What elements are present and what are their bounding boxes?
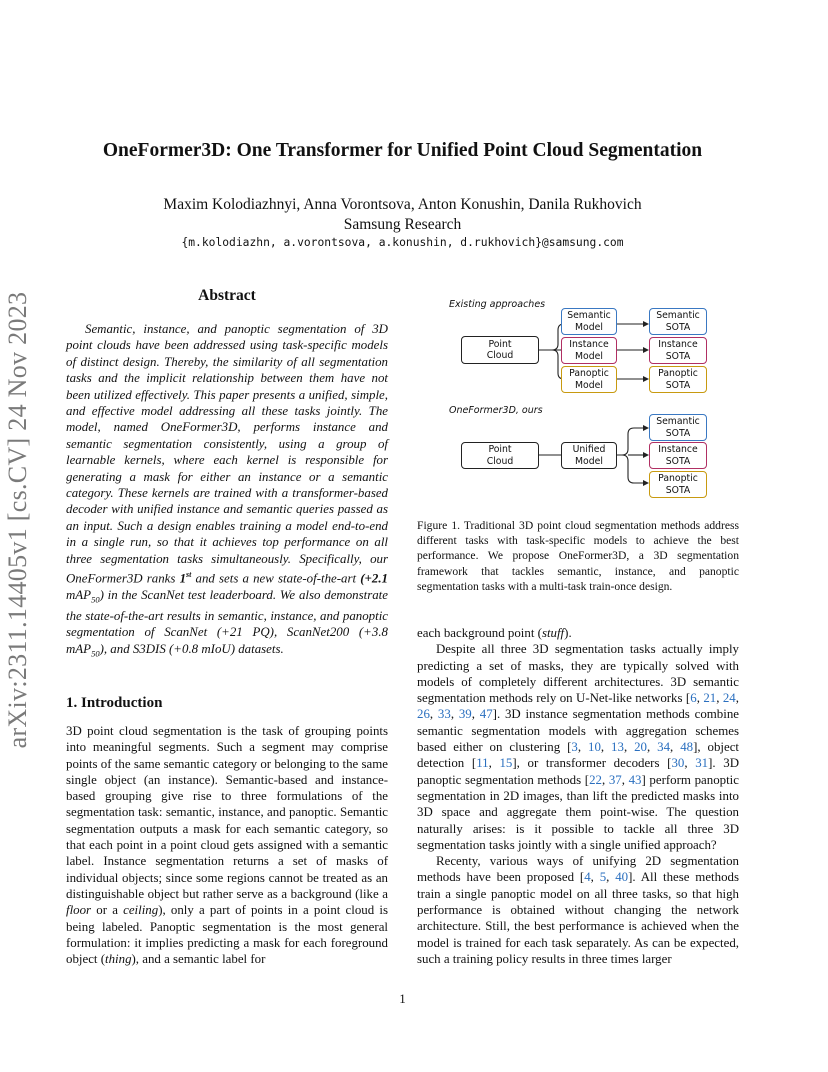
citation[interactable]: 3 [571,740,578,755]
panoptic-sota-box-top: Panoptic SOTA [649,366,707,393]
citation[interactable]: 21 [703,691,717,706]
figure-1 [440,296,720,506]
right-column-text [417,625,739,967]
author-block [0,195,805,235]
author-list: Maxim Kolodiazhnyi, Anna Vorontsova, Anton Konushin, Danila Rukhovich [163,196,642,213]
point-cloud-box-bottom: Point Cloud [461,442,539,469]
citation[interactable]: 48 [680,740,694,755]
figure-1-caption: Figure 1. Traditional 3D point cloud segmentation methods address different tasks with task-specific models to achieve the best performance. We propose OneFormer3D, a 3D segmentation framework that tackles semantic, instance, and panoptic segmentation tasks with a multi-task train-once design. [417,519,739,593]
introduction-paragraph: 3D point cloud segmentation is the task of grouping points into meaningful segments. Such a segment may comprise points of the same semantic category or belonging to the same single object (an instance). Semantic-based and instance-based grouping give rise to three formulations of the segmentation task: semantic, instance, and panoptic. Semantic segmentation outputs a mask for each semantic category, so that each point in a point cloud gets assigned with a semantic label. Instance segmentation returns a set of masks of individual objects; since some regions cannot be treated as an distinguishable object but rather serve as a background (like a floor or a ceiling), only a part of points in a point cloud is being labeled. Panoptic segmentation is the most general formulation: it implies predicting a mask for each foreground object (thing), and a semantic label for [66,724,388,967]
affiliation: Samsung Research [343,216,462,233]
instance-sota-box-top: Instance SOTA [649,337,707,364]
citation[interactable]: 22 [589,772,602,787]
citation[interactable]: 15 [499,756,513,771]
instance-model-box: Instance Model [561,337,617,364]
citation[interactable]: 39 [458,707,472,722]
citation[interactable]: 47 [479,707,493,722]
citation[interactable]: 5 [599,870,607,885]
paper-title: OneFormer3D: One Transformer for Unified Point Cloud Segmentation [102,140,703,161]
citation[interactable]: 6 [690,691,697,706]
panoptic-model-box: Panoptic Model [561,366,617,393]
semantic-sota-box-bottom: Semantic SOTA [649,414,707,441]
citation[interactable]: 11 [476,756,489,771]
point-cloud-box-top: Point Cloud [461,336,539,364]
page-number: 1 [399,991,406,1006]
abstract-heading: Abstract [198,287,256,304]
paragraph-unifying-2d: Recenty, various ways of unifying 2D segmentation methods have been proposed [4, 5, 40]. All these methods train a single panoptic model on all three tasks, so that high performance is obtained without changing the network architecture. Still, the best performance is achieved when the model is trained for each task separately. As can be expected, such a training policy results in three times larger [417,854,739,966]
citation[interactable]: 20 [634,740,647,755]
citation[interactable]: 24 [722,691,736,706]
instance-sota-box-bottom: Instance SOTA [649,442,707,469]
citation[interactable]: 4 [584,870,591,885]
citation[interactable]: 37 [608,772,622,787]
semantic-sota-box-top: Semantic SOTA [649,308,707,335]
citation[interactable]: 31 [695,756,709,771]
citation[interactable]: 43 [628,772,642,787]
label-existing-approaches: Existing approaches [449,299,546,310]
label-oneformer3d-ours: OneFormer3D, ours [449,405,543,416]
panoptic-sota-box-bottom: Panoptic SOTA [649,471,707,498]
paragraph-continuation: each background point (stuff). [417,626,572,640]
citation[interactable]: 13 [611,740,624,755]
citation[interactable]: 33 [437,707,451,722]
citation[interactable]: 34 [657,740,671,755]
semantic-model-box: Semantic Model [561,308,617,335]
unified-model-box: Unified Model [561,442,617,469]
section-heading-introduction: 1. Introduction [66,695,163,711]
citation[interactable]: 26 [417,707,430,722]
citation[interactable]: 40 [615,870,629,885]
paragraph-segmentation-methods: Despite all three 3D segmentation tasks actually imply predicting a set of masks, they are typically solved with models of completely different architectures. 3D semantic segmentation methods rely on U-Net-like networks [6, 21, 24, 26, 33, 39, 47]. 3D instance segmentation methods combine semantic segmentation models with aggregation schemes based either on clustering [3, 10, 13, 20, 34, 48], object detection [11, 15], or transformer decoders [30, 31]. 3D panoptic segmentation methods [22, 37, 43] perform panoptic segmentation in 2D images, than lift the predicted masks into 3D space and aggregate them point-wise. The question naturally arises: is it possible to tackle all three 3D segmentation tasks jointly with a single unified approach? [417,642,740,852]
citation[interactable]: 10 [588,740,601,755]
author-emails: {m.kolodiazhn, a.vorontsova, a.konushin, d.rukhovich}@samsung.com [181,236,624,249]
abstract-text: Semantic, instance, and panoptic segmentation of 3D point clouds have been addressed using task-specific models of distinct design. Thereby, the similarity of all segmentation tasks and the implicit relationship between them have not been utilized effectively. This paper presents a unified, simple, and effective model addressing all these tasks jointly. The model, named OneFormer3D, performs instance and semantic segmentation consistently, using a group of learnable kernels, where each kernel is responsible for generating a mask for either an instance or a semantic category. These kernels are trained with a transformer-based decoder with unified instance and semantic queries passed as an input. Such a design enables training a model end-to-end in a single run, so that it achieves top performance on all three segmentation tasks simultaneously. Specifically, our OneFormer3D ranks 1st and sets a new state-of-the-art (+2.1 mAP$_{50}$) in the ScanNet test leaderboard. We also demonstrate the state-of-the-art results in semantic, instance, and panoptic segmentation of ScanNet (+21 PQ), ScanNet200 (+3.8 mAP$_{50}$), and S3DIS (+0.8 mIoU) datasets. [66,322,388,659]
citation[interactable]: 30 [671,756,685,771]
